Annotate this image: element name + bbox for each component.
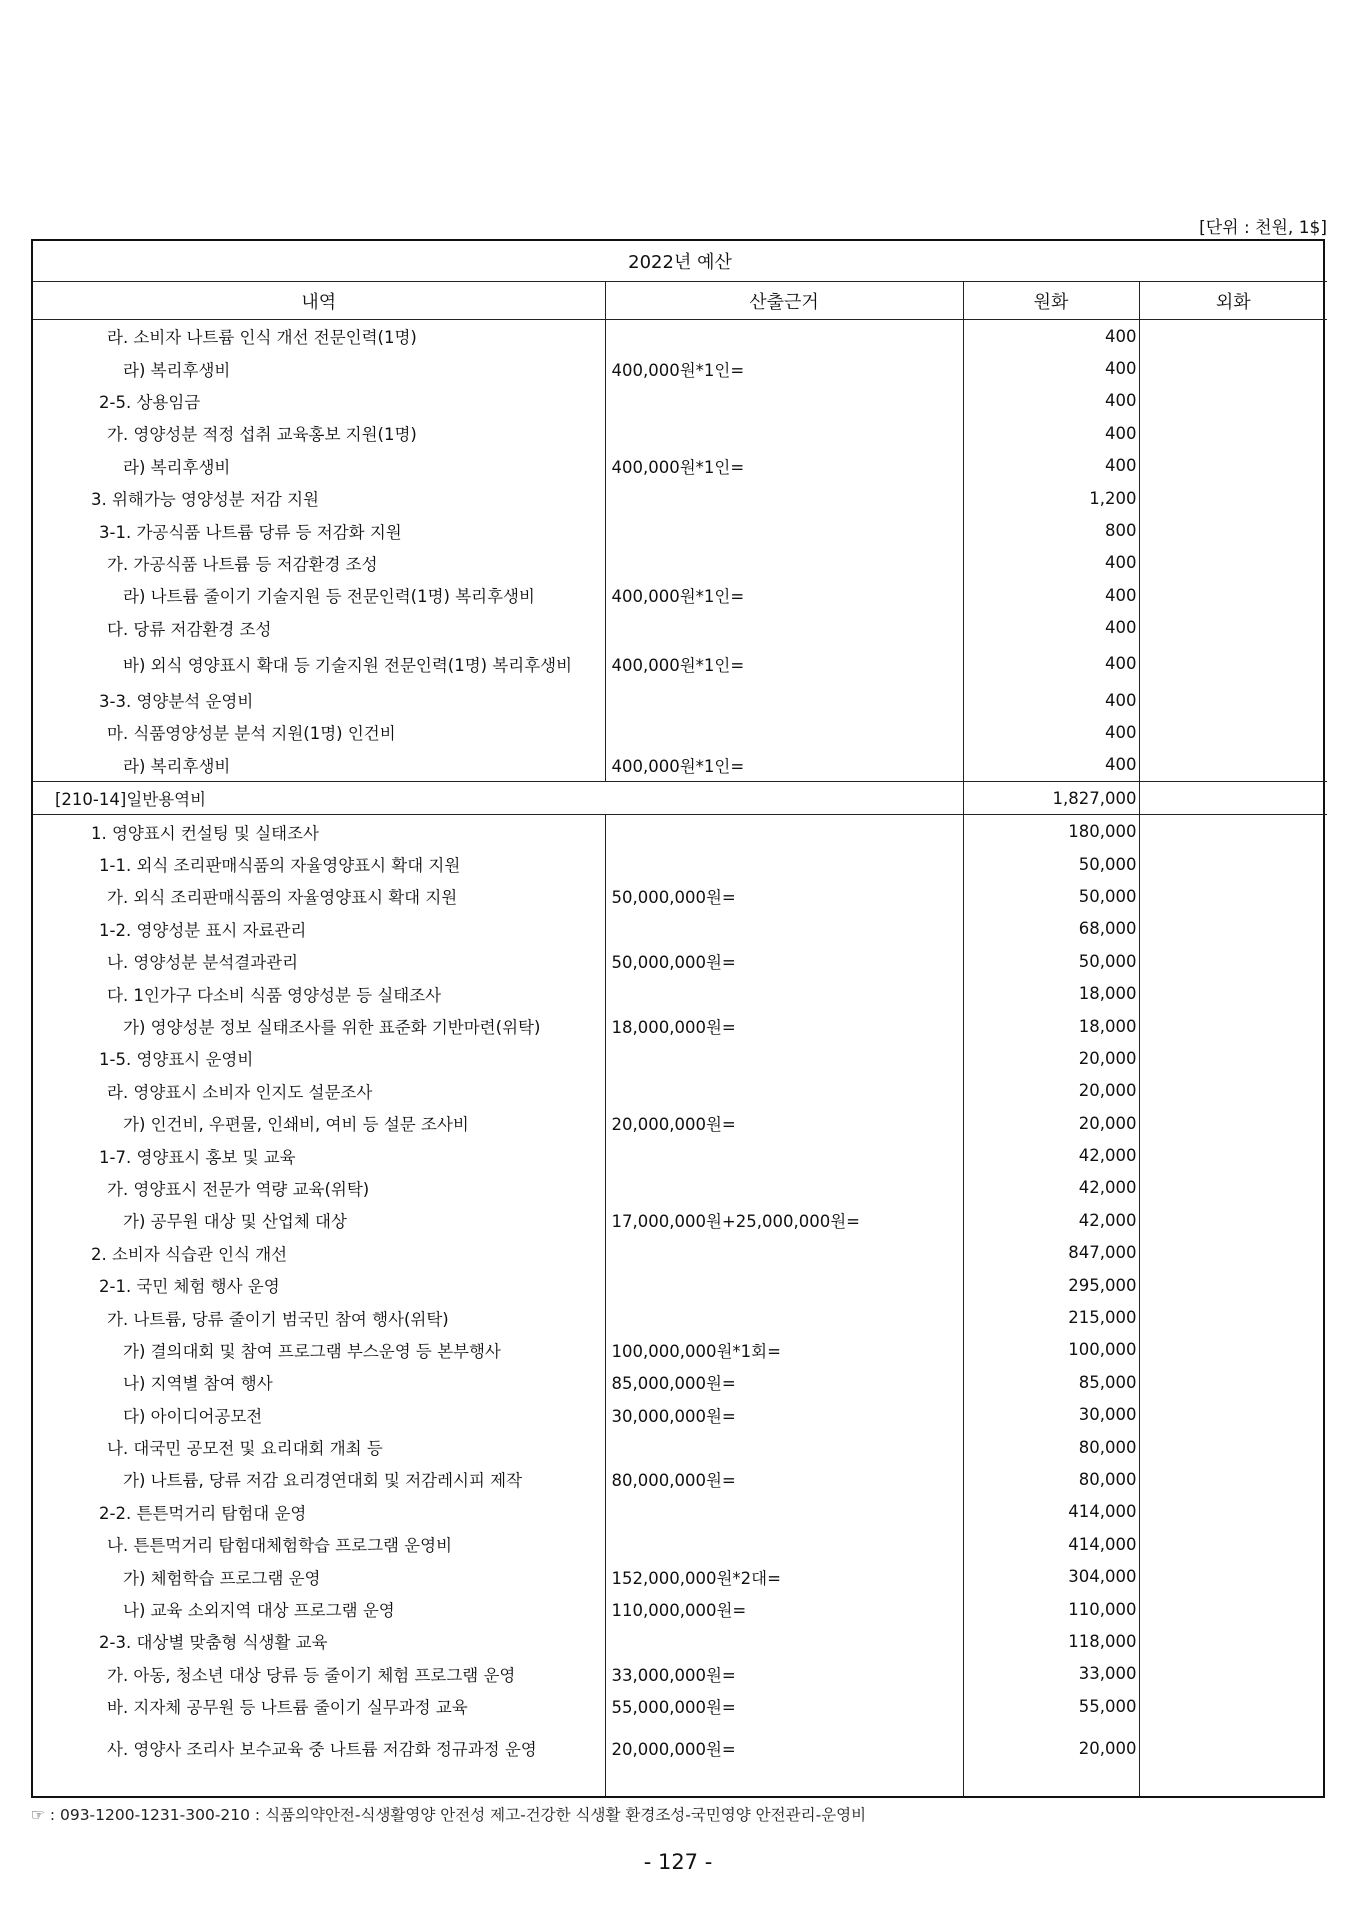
row-basis	[605, 1496, 963, 1528]
row-krw: 118,000	[963, 1625, 1139, 1657]
row-foreign	[1139, 913, 1327, 945]
table-row	[33, 716, 1327, 748]
row-krw: 50,000	[963, 848, 1139, 880]
row-basis: 50,000,000원=	[605, 945, 963, 977]
row-item: 나) 교육 소외지역 대상 프로그램 운영	[33, 1593, 605, 1625]
row-basis	[605, 1172, 963, 1204]
row-basis	[605, 1625, 963, 1657]
table-row	[33, 1075, 1327, 1107]
row-krw: 400	[963, 716, 1139, 748]
row-item: 가. 아동, 청소년 대상 당류 등 줄이기 체험 프로그램 운영	[33, 1658, 605, 1690]
row-foreign	[1139, 880, 1327, 912]
table-row	[33, 1204, 1327, 1236]
row-basis: 30,000,000원=	[605, 1399, 963, 1431]
row-krw: 42,000	[963, 1204, 1139, 1236]
row-item: 나. 영양성분 분석결과관리	[33, 945, 605, 977]
row-krw: 110,000	[963, 1593, 1139, 1625]
row-foreign	[1139, 815, 1327, 848]
row-basis: 100,000,000원*1회=	[605, 1334, 963, 1366]
table-row	[33, 1431, 1327, 1463]
table-row	[33, 684, 1327, 716]
row-krw: 18,000	[963, 977, 1139, 1009]
table-row	[33, 385, 1327, 417]
row-item: 3-1. 가공식품 나트륨 당류 등 저감화 지원	[33, 514, 605, 546]
row-item: 3. 위해가능 영양성분 저감 지원	[33, 482, 605, 514]
row-krw: 1,827,000	[963, 782, 1139, 815]
row-item: 바) 외식 영양표시 확대 등 기술지원 전문인력(1명) 복리후생비	[33, 644, 605, 684]
row-item: 라) 나트륨 줄이기 기술지원 등 전문인력(1명) 복리후생비	[33, 579, 605, 611]
table-row	[33, 1560, 1327, 1592]
page-number: - 127 -	[643, 1850, 713, 1874]
row-basis: 400,000원*1인=	[605, 644, 963, 684]
row-foreign	[1139, 977, 1327, 1009]
row-basis	[605, 547, 963, 579]
row-basis: 152,000,000원*2대=	[605, 1560, 963, 1592]
table-row	[33, 612, 1327, 644]
table-row	[33, 1107, 1327, 1139]
row-foreign	[1139, 482, 1327, 514]
row-item: 마. 식품영양성분 분석 지원(1명) 인건비	[33, 716, 605, 748]
row-basis	[605, 1269, 963, 1301]
row-foreign	[1139, 1625, 1327, 1657]
row-foreign	[1139, 1399, 1327, 1431]
row-krw: 400	[963, 644, 1139, 684]
row-foreign	[1139, 352, 1327, 384]
row-item: 2-5. 상용임금	[33, 385, 605, 417]
table-row	[33, 1139, 1327, 1171]
row-basis: 17,000,000원+25,000,000원=	[605, 1204, 963, 1236]
filler-cell	[605, 1774, 963, 1796]
row-foreign	[1139, 547, 1327, 579]
row-item: 가. 외식 조리판매식품의 자율영양표시 확대 지원	[33, 880, 605, 912]
table-row	[33, 352, 1327, 384]
row-krw: 400	[963, 684, 1139, 716]
row-basis: 400,000원*1인=	[605, 579, 963, 611]
table-row	[33, 1528, 1327, 1560]
row-item: 나. 튼튼먹거리 탐험대체험학습 프로그램 운영비	[33, 1528, 605, 1560]
row-krw: 295,000	[963, 1269, 1139, 1301]
unit-label: [단위 : 천원, 1$]	[1199, 218, 1327, 238]
row-krw: 50,000	[963, 945, 1139, 977]
row-krw: 42,000	[963, 1139, 1139, 1171]
table-title: 2022년 예산	[33, 241, 1327, 282]
filler-cell	[33, 1774, 605, 1796]
row-basis: 55,000,000원=	[605, 1690, 963, 1722]
row-basis: 400,000원*1인=	[605, 352, 963, 384]
row-item: 가. 나트륨, 당류 줄이기 범국민 참여 행사(위탁)	[33, 1301, 605, 1333]
table-row	[33, 880, 1327, 912]
table-row	[33, 977, 1327, 1009]
row-item: 2-2. 튼튼먹거리 탐험대 운영	[33, 1496, 605, 1528]
table-row	[33, 1496, 1327, 1528]
row-basis	[605, 514, 963, 546]
row-krw: 42,000	[963, 1172, 1139, 1204]
row-basis: 400,000원*1인=	[605, 749, 963, 782]
row-krw: 400	[963, 749, 1139, 782]
row-foreign	[1139, 684, 1327, 716]
row-basis: 20,000,000원=	[605, 1722, 963, 1774]
row-item: 라) 복리후생비	[33, 749, 605, 782]
row-krw: 20,000	[963, 1722, 1139, 1774]
row-krw: 20,000	[963, 1042, 1139, 1074]
row-krw: 400	[963, 547, 1139, 579]
row-item: 2. 소비자 식습관 인식 개선	[33, 1237, 605, 1269]
table-row	[33, 1399, 1327, 1431]
row-basis: 110,000,000원=	[605, 1593, 963, 1625]
row-krw: 85,000	[963, 1366, 1139, 1398]
row-krw: 400	[963, 579, 1139, 611]
row-item: 가. 영양성분 적정 섭취 교육홍보 지원(1명)	[33, 417, 605, 449]
row-item: 가) 인건비, 우편물, 인쇄비, 여비 등 설문 조사비	[33, 1107, 605, 1139]
row-item: 가. 가공식품 나트륨 등 저감환경 조성	[33, 547, 605, 579]
row-krw: 400	[963, 612, 1139, 644]
row-item: 3-3. 영양분석 운영비	[33, 684, 605, 716]
filler-row	[33, 1774, 1327, 1796]
row-basis	[605, 1528, 963, 1560]
row-basis	[605, 417, 963, 449]
row-krw: 80,000	[963, 1431, 1139, 1463]
row-foreign	[1139, 1075, 1327, 1107]
row-basis: 80,000,000원=	[605, 1463, 963, 1495]
row-item: 가) 결의대회 및 참여 프로그램 부스운영 등 본부행사	[33, 1334, 605, 1366]
row-krw: 400	[963, 352, 1139, 384]
row-item: 1-1. 외식 조리판매식품의 자율영양표시 확대 지원	[33, 848, 605, 880]
row-foreign	[1139, 1528, 1327, 1560]
row-foreign	[1139, 1431, 1327, 1463]
row-item: 라. 영양표시 소비자 인지도 설문조사	[33, 1075, 605, 1107]
row-basis	[605, 1075, 963, 1107]
row-krw: 30,000	[963, 1399, 1139, 1431]
table-row	[33, 1010, 1327, 1042]
row-basis: 20,000,000원=	[605, 1107, 963, 1139]
row-basis	[605, 1042, 963, 1074]
table-row	[33, 1625, 1327, 1657]
table-row	[33, 644, 1327, 684]
row-basis: 18,000,000원=	[605, 1010, 963, 1042]
row-item: 다. 1인가구 다소비 식품 영양성분 등 실태조사	[33, 977, 605, 1009]
row-foreign	[1139, 1496, 1327, 1528]
table-row	[33, 514, 1327, 546]
row-item: 사. 영양사 조리사 보수교육 중 나트륨 저감화 정규과정 운영	[33, 1722, 605, 1774]
filler-cell	[1139, 1774, 1327, 1796]
table-row	[33, 579, 1327, 611]
row-foreign	[1139, 848, 1327, 880]
row-foreign	[1139, 385, 1327, 417]
table-row	[33, 1690, 1327, 1722]
table-title-row	[33, 241, 1327, 282]
row-item: 가) 나트륨, 당류 저감 요리경연대회 및 저감레시피 제작	[33, 1463, 605, 1495]
row-krw: 20,000	[963, 1075, 1139, 1107]
row-basis: 85,000,000원=	[605, 1366, 963, 1398]
row-basis: 50,000,000원=	[605, 880, 963, 912]
row-krw: 304,000	[963, 1560, 1139, 1592]
row-krw: 414,000	[963, 1496, 1139, 1528]
row-basis	[605, 848, 963, 880]
table-row	[33, 1722, 1327, 1774]
row-foreign	[1139, 1172, 1327, 1204]
table-row	[33, 1269, 1327, 1301]
row-foreign	[1139, 1204, 1327, 1236]
row-foreign	[1139, 1463, 1327, 1495]
row-foreign	[1139, 782, 1327, 815]
header-foreign: 외화	[1139, 282, 1327, 320]
row-foreign	[1139, 320, 1327, 353]
row-foreign	[1139, 1107, 1327, 1139]
row-foreign	[1139, 644, 1327, 684]
row-item: 라. 소비자 나트륨 인식 개선 전문인력(1명)	[33, 320, 605, 353]
table-row	[33, 1463, 1327, 1495]
row-foreign	[1139, 945, 1327, 977]
row-foreign	[1139, 1010, 1327, 1042]
row-item: 다. 당류 저감환경 조성	[33, 612, 605, 644]
row-krw: 33,000	[963, 1658, 1139, 1690]
row-krw: 847,000	[963, 1237, 1139, 1269]
row-foreign	[1139, 417, 1327, 449]
row-basis	[605, 1301, 963, 1333]
row-krw: 400	[963, 450, 1139, 482]
header-krw: 원화	[963, 282, 1139, 320]
row-krw: 400	[963, 385, 1139, 417]
row-krw: 80,000	[963, 1463, 1139, 1495]
row-foreign	[1139, 749, 1327, 782]
row-foreign	[1139, 579, 1327, 611]
row-krw: 20,000	[963, 1107, 1139, 1139]
row-foreign	[1139, 1334, 1327, 1366]
row-item: 라) 복리후생비	[33, 352, 605, 384]
row-basis	[605, 1237, 963, 1269]
row-item: 다) 아이디어공모전	[33, 1399, 605, 1431]
table-row	[33, 1301, 1327, 1333]
table-row	[33, 1593, 1327, 1625]
table-row	[33, 1237, 1327, 1269]
row-foreign	[1139, 612, 1327, 644]
budget-table	[33, 241, 1327, 1796]
row-basis	[605, 913, 963, 945]
row-item: 가. 영양표시 전문가 역량 교육(위탁)	[33, 1172, 605, 1204]
table-row	[33, 848, 1327, 880]
row-foreign	[1139, 716, 1327, 748]
row-item: 바. 지자체 공무원 등 나트륨 줄이기 실무과정 교육	[33, 1690, 605, 1722]
row-foreign	[1139, 1042, 1327, 1074]
row-foreign	[1139, 1690, 1327, 1722]
table-row	[33, 320, 1327, 353]
row-basis	[605, 815, 963, 848]
row-krw: 800	[963, 514, 1139, 546]
row-krw: 50,000	[963, 880, 1139, 912]
row-basis	[605, 1431, 963, 1463]
row-krw: 1,200	[963, 482, 1139, 514]
footnote: ☞ : 093-1200-1231-300-210 : 식품의약안전-식생활영양 안전성 제고-건강한 식생활 환경조성-국민영양 안전관리-운영비	[31, 1806, 867, 1824]
row-item: 1-7. 영양표시 홍보 및 교육	[33, 1139, 605, 1171]
row-krw: 68,000	[963, 913, 1139, 945]
filler-cell	[963, 1774, 1139, 1796]
table-row	[33, 1042, 1327, 1074]
table-row	[33, 1658, 1327, 1690]
row-basis	[605, 684, 963, 716]
row-basis: 33,000,000원=	[605, 1658, 963, 1690]
row-item: 가) 공무원 대상 및 산업체 대상	[33, 1204, 605, 1236]
header-item: 내역	[33, 282, 605, 320]
table-row	[33, 782, 1327, 815]
row-basis	[605, 385, 963, 417]
row-foreign	[1139, 1593, 1327, 1625]
row-basis	[605, 320, 963, 353]
row-foreign	[1139, 1269, 1327, 1301]
row-foreign	[1139, 1658, 1327, 1690]
row-foreign	[1139, 514, 1327, 546]
row-foreign	[1139, 1139, 1327, 1171]
row-foreign	[1139, 450, 1327, 482]
header-basis: 산출근거	[605, 282, 963, 320]
row-foreign	[1139, 1237, 1327, 1269]
row-krw: 100,000	[963, 1334, 1139, 1366]
row-item: 라) 복리후생비	[33, 450, 605, 482]
row-krw: 18,000	[963, 1010, 1139, 1042]
table-row	[33, 547, 1327, 579]
row-foreign	[1139, 1560, 1327, 1592]
row-foreign	[1139, 1366, 1327, 1398]
header-row	[33, 282, 1327, 320]
row-item: [210-14]일반용역비	[33, 782, 963, 815]
row-item: 2-3. 대상별 맞춤형 식생활 교육	[33, 1625, 605, 1657]
table-row	[33, 815, 1327, 848]
row-item: 나. 대국민 공모전 및 요리대회 개최 등	[33, 1431, 605, 1463]
table-row	[33, 1366, 1327, 1398]
row-krw: 215,000	[963, 1301, 1139, 1333]
row-item: 1-2. 영양성분 표시 자료관리	[33, 913, 605, 945]
row-basis	[605, 482, 963, 514]
table-row	[33, 482, 1327, 514]
table-row	[33, 1172, 1327, 1204]
budget-table-frame	[31, 239, 1325, 1798]
row-item: 가) 영양성분 정보 실태조사를 위한 표준화 기반마련(위탁)	[33, 1010, 605, 1042]
row-foreign	[1139, 1722, 1327, 1774]
table-row	[33, 1334, 1327, 1366]
table-row	[33, 749, 1327, 782]
row-basis	[605, 716, 963, 748]
row-item: 1-5. 영양표시 운영비	[33, 1042, 605, 1074]
row-krw: 400	[963, 320, 1139, 353]
row-item: 2-1. 국민 체험 행사 운영	[33, 1269, 605, 1301]
table-row	[33, 450, 1327, 482]
row-item: 가) 체험학습 프로그램 운영	[33, 1560, 605, 1592]
table-row	[33, 945, 1327, 977]
row-krw: 180,000	[963, 815, 1139, 848]
row-basis: 400,000원*1인=	[605, 450, 963, 482]
row-basis	[605, 977, 963, 1009]
table-row	[33, 913, 1327, 945]
row-item: 나) 지역별 참여 행사	[33, 1366, 605, 1398]
row-basis	[605, 612, 963, 644]
row-krw: 55,000	[963, 1690, 1139, 1722]
row-foreign	[1139, 1301, 1327, 1333]
row-item: 1. 영양표시 컨설팅 및 실태조사	[33, 815, 605, 848]
row-krw: 414,000	[963, 1528, 1139, 1560]
table-row	[33, 417, 1327, 449]
row-basis	[605, 1139, 963, 1171]
row-krw: 400	[963, 417, 1139, 449]
